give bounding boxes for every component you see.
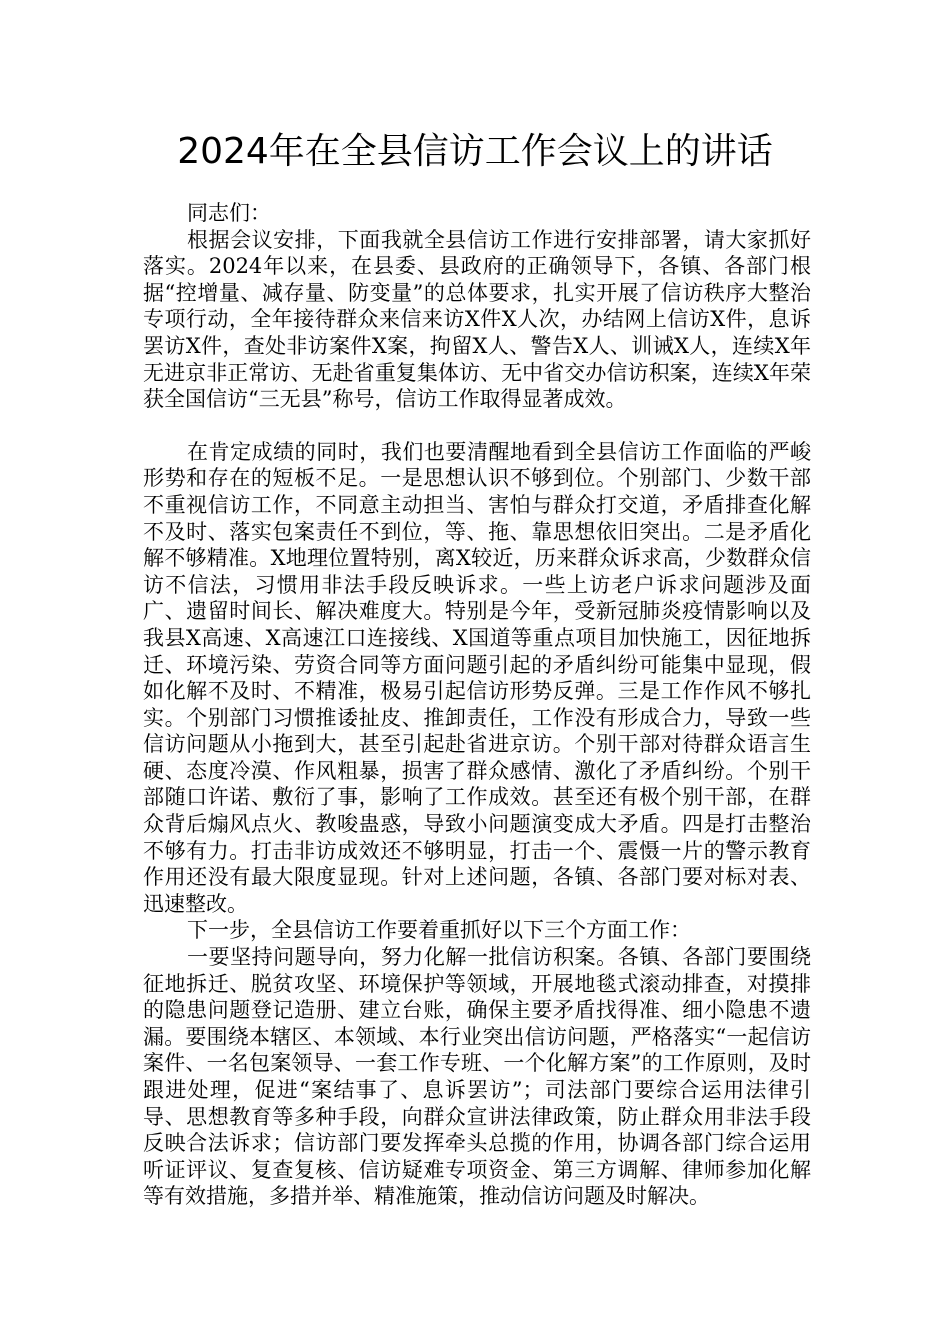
document-title: 2024年在全县信访工作会议上的讲话 [177,131,773,172]
document-body [143,200,811,1210]
achievements-paragraph: 根据会议安排，下面我就全县信访工作进行安排部署，请大家抓好落实。2024年以来，在县委、县政府的正确领导下，各镇、各部门根据“控增量、减存量、防变量”的总体要求，扎实开展了信访秩序大整治专项行动，全年接待群众来信来访X件X人次，办结网上信访X件，息诉罢访X件，查处非访案件X案，拘留X人、警告X人、训诫X人，连续X年无进京非正常访、无赴省重复集体访、无中省交办信访积案，连续X年荣获全国信访“三无县”称号，信访工作取得显著成效。 [143,227,811,412]
salutation-paragraph: 同志们： [187,201,271,225]
next-steps-intro-paragraph: 下一步，全县信访工作要着重抓好以下三个方面工作： [187,918,691,943]
problems-paragraph: 在肯定成绩的同时，我们也要清醒地看到全县信访工作面临的严峻形势和存在的短板不足。一是思想认识不够到位。个别部门、少数干部不重视信访工作，不同意主动担当、害怕与群众打交道，矛盾排查化解不及时、落实包案责任不到位，等、拖、靠思想依旧突出。二是矛盾化解不够精准。X地理位置特别，离X较近，历来群众诉求高，少数群众信访不信法，习惯用非法手段反映诉求。一些上访老户诉求问题涉及面广、遗留时间长、解决难度大。特别是今年，受新冠肺炎疫情影响以及我县X高速、X高速江口连接线、X国道等重点项目加快施工，因征地拆迁、环境污染、劳资合同等方面问题引起的矛盾纠纷可能集中显现，假如化解不及时、不精准，极易引起信访形势反弹。三是工作作风不够扎实。个别部门习惯推诿扯皮、推卸责任，工作没有形成合力，导致一些信访问题从小拖到大，甚至引起赴省进京访。个别干部对待群众语言生硬、态度冷漠、作风粗暴，损害了群众感情、激化了矛盾纠纷。个别干部随口许诺、敷衍了事，影响了工作成效。甚至还有极个别干部，在群众背后煽风点火、教唆蛊惑，导致小问题演变成大矛盾。四是打击整治不够有力。打击非访成效还不够明显，打击一个、震慑一片的警示教育作用还没有最大限度显现。针对上述问题，各镇、各部门要对标对表、迅速整改。 [143,439,811,916]
task-one-paragraph: 一要坚持问题导向，努力化解一批信访积案。各镇、各部门要围绕征地拆迁、脱贫攻坚、环境保护等领域，开展地毯式滚动排查，对摸排的隐患问题登记造册、建立台账，确保主要矛盾找得准、细小隐患不遗漏。要围绕本辖区、本领域、本行业突出信访问题，严格落实“一起信访案件、一名包案领导、一套工作专班、一个化解方案”的工作原则，及时跟进处理，促进“案结事了、息诉罢访”；司法部门要综合运用法律引导、思想教育等多种手段，向群众宣讲法律政策，防止群众用非法手段反映合法诉求；信访部门要发挥牵头总揽的作用，协调各部门综合运用听证评议、复查复核、信访疑难专项资金、第三方调解、律师参加化解等有效措施，多措并举、精准施策，推动信访问题及时解决。 [143,945,811,1209]
